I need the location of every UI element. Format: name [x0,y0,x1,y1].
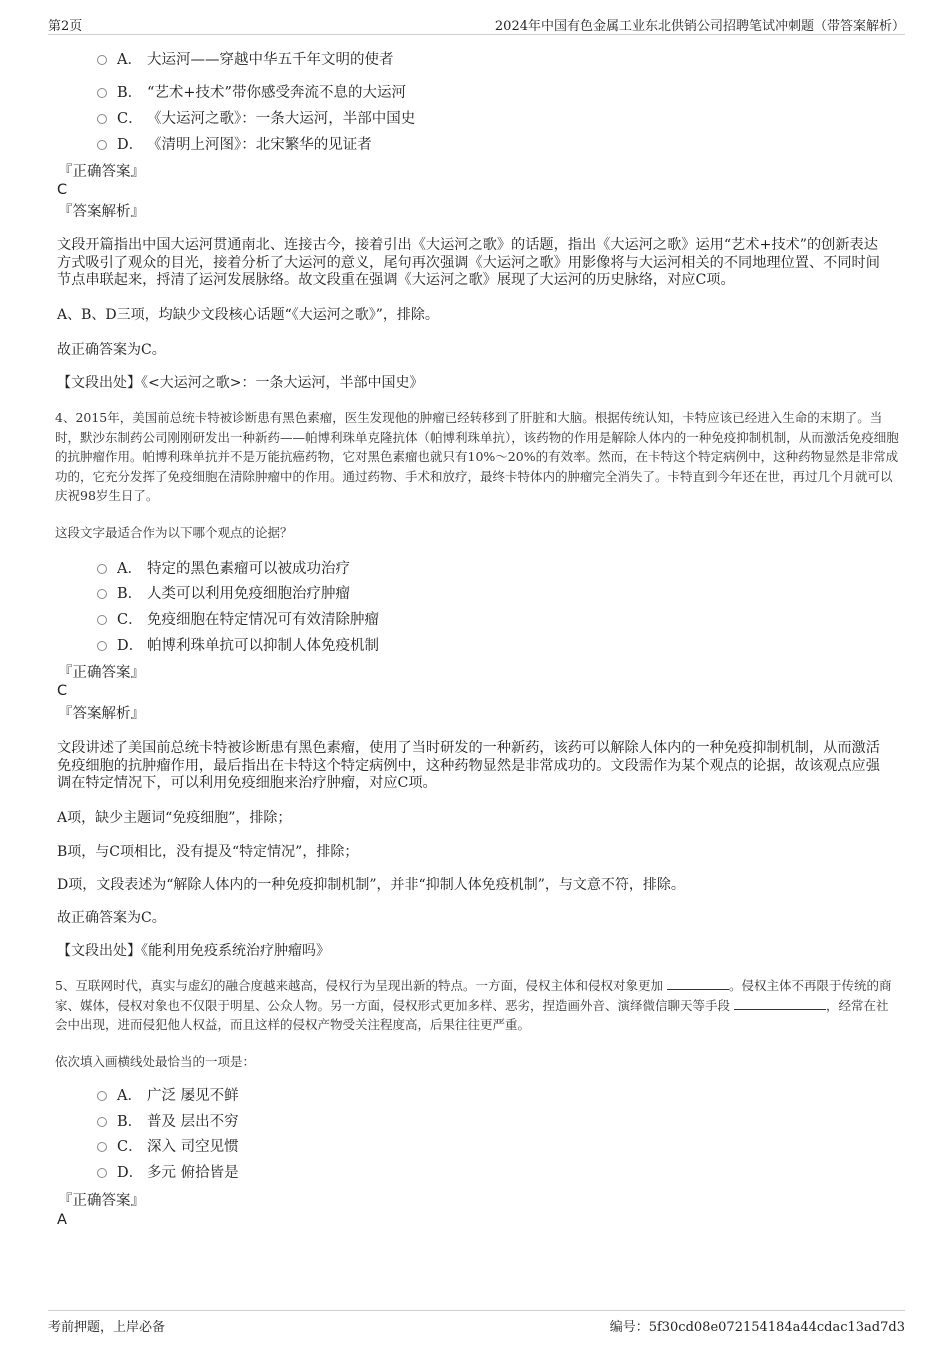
radio-icon[interactable] [97,589,107,599]
q3-source: 【文段出处】《<大运河之歌>：一条大运河，半部中国史》 [57,375,424,391]
blank-1 [667,977,729,990]
radio-icon[interactable] [97,1142,107,1152]
q3-analysis-body: 文段开篇指出中国大运河贯通南北、连接古今，接着引出《大运河之歌》的话题，指出《大运河之歌》运用“艺术+技术”的创新表达方式吸引了观众的目光，接着分析了大运河的意义，尾句再次强调《大运河之歌》用影像将与大运河相关的不同地理位置、不同时间节点串联起来，捋清了运河发展脉络。故文段重在强调《大运河之歌》展现了大运河的历史脉络，对应C项。 [57,237,880,288]
q3-answer: C [57,182,68,198]
q5-correct-label: 『正确答案』 [58,1193,145,1209]
q4-analysis-a: A项，缺少主题词“免疫细胞”，排除； [57,810,292,826]
q4-analysis-conclusion: 故正确答案为C。 [57,910,166,926]
q4-analysis-body: 文段讲述了美国前总统卡特被诊断患有黑色素瘤，使用了当时研发的一种新药，该药可以解除人体内的一种免疫抑制机制，从而激活免疫细胞的抗肿瘤作用，最后指出在卡特这个特定病例中，这种药物显然是非常成功的。文段需作为某个观点的论据，故该观点应强调在特定情况下，可以利用免疫细胞来治疗肿瘤，对应C项。 [57,740,880,791]
q3-option-c[interactable]: C． 《大运河之歌》：一条大运河，半部中国史 [97,109,415,129]
q3-analysis-label: 『答案解析』 [58,204,145,220]
footer-code: 编号：5f30cd08e072154184a44cdac13ad7d3 [609,1320,905,1335]
q3-option-d[interactable]: D． 《清明上河图》：北宋繁华的见证者 [97,135,372,155]
radio-icon[interactable] [97,1168,107,1178]
radio-icon[interactable] [97,114,107,124]
q4-analysis-label: 『答案解析』 [58,706,145,722]
document-title: 2024年中国有色金属工业东北供销公司招聘笔试冲刺题（带答案解析） [494,19,905,34]
radio-icon[interactable] [97,615,107,625]
q4-source: 【文段出处】《能利用免疫系统治疗肿瘤吗》 [57,943,330,959]
page-footer [48,1310,905,1341]
radio-icon[interactable] [97,1117,107,1127]
q3-analysis-conclusion: 故正确答案为C。 [57,342,166,358]
q5-option-c[interactable]: C． 深入 司空见惯 [97,1137,239,1157]
q4-stem: 4、2015年，美国前总统卡特被诊断患有黑色素瘤，医生发现他的肿瘤已经转移到了肝脏和大脑。根据传统认知，卡特应该已经进入生命的末期了。当时，默沙东制药公司刚刚研发出一种新药——帕博利珠单克隆抗体（帕博利珠单抗），该药物的作用是解除人体内的一种免疫抑制机制，从而激活免疫细胞的抗肿瘤作用。帕博利珠单抗并不是万能抗癌药物，它对黑色素瘤也就只有10%～20%的有效率。然而，在卡特这个特定病例中，这种药物显然是非常成功的，它充分发挥了免疫细胞在清除肿瘤中的作用。通过药物、手术和放疗，最终卡特体内的肿瘤完全消失了。卡特直到今年还在世，再过几个月就可以庆祝98岁生日了。 [55,410,899,503]
q3-analysis-abd: A、B、D三项，均缺少文段核心话题“《大运河之歌》”，排除。 [57,307,439,323]
q4-option-d[interactable]: D． 帕博利珠单抗可以抑制人体免疫机制 [97,636,379,656]
q5-answer: A [57,1212,67,1228]
q5-option-a[interactable]: A． 广泛 屡见不鲜 [97,1086,239,1106]
q5-option-d[interactable]: D． 多元 俯拾皆是 [97,1163,239,1183]
q5-option-b[interactable]: B． 普及 层出不穷 [97,1112,239,1132]
radio-icon[interactable] [97,641,107,651]
q4-option-c[interactable]: C． 免疫细胞在特定情况可有效清除肿瘤 [97,610,379,630]
q3-correct-label: 『正确答案』 [58,164,145,180]
q4-correct-label: 『正确答案』 [58,665,145,681]
q3-option-a[interactable]: A． 大运河——穿越中华五千年文明的使者 [97,50,394,70]
q4-question: 这段文字最适合作为以下哪个观点的论据？ [55,525,293,540]
q4-analysis-d: D项，文段表述为“解除人体内的一种免疫抑制机制”，并非“抑制人体免疫机制”，与文意不符，排除。 [57,877,685,893]
q3-option-b[interactable]: B． “艺术+技术”带你感受奔流不息的大运河 [97,83,406,103]
radio-icon[interactable] [97,140,107,150]
page-number: 第2页 [48,19,83,34]
footer-slogan: 考前押题，上岸必备 [48,1320,166,1335]
radio-icon[interactable] [97,1091,107,1101]
blank-2 [734,997,826,1010]
page-header [48,12,905,35]
radio-icon[interactable] [97,88,107,98]
q5-question: 依次填入画横线处最恰当的一项是： [55,1054,256,1069]
q4-analysis-b: B项，与C项相比，没有提及“特定情况”，排除； [57,844,359,860]
q4-option-b[interactable]: B． 人类可以利用免疫细胞治疗肿瘤 [97,584,350,604]
q4-answer: C [57,683,68,699]
q5-stem: 5、互联网时代，真实与虚幻的融合度越来越高，侵权行为呈现出新的特点。一方面，侵权主体和侵权对象更加 。侵权主体不再限于传统的商家、媒体，侵权对象也不仅限于明星、公众人物。另一方面，侵权形式更加多样、恶劣，捏造画外音、演绎微信聊天等手段 ，经常在社会中出现，进而侵犯他人权益，而且这样的侵权产物受关注程度高，后果往往更严重。 [55,978,892,1032]
radio-icon[interactable] [97,55,107,65]
radio-icon[interactable] [97,564,107,574]
q4-option-a[interactable]: A． 特定的黑色素瘤可以被成功治疗 [97,559,350,579]
